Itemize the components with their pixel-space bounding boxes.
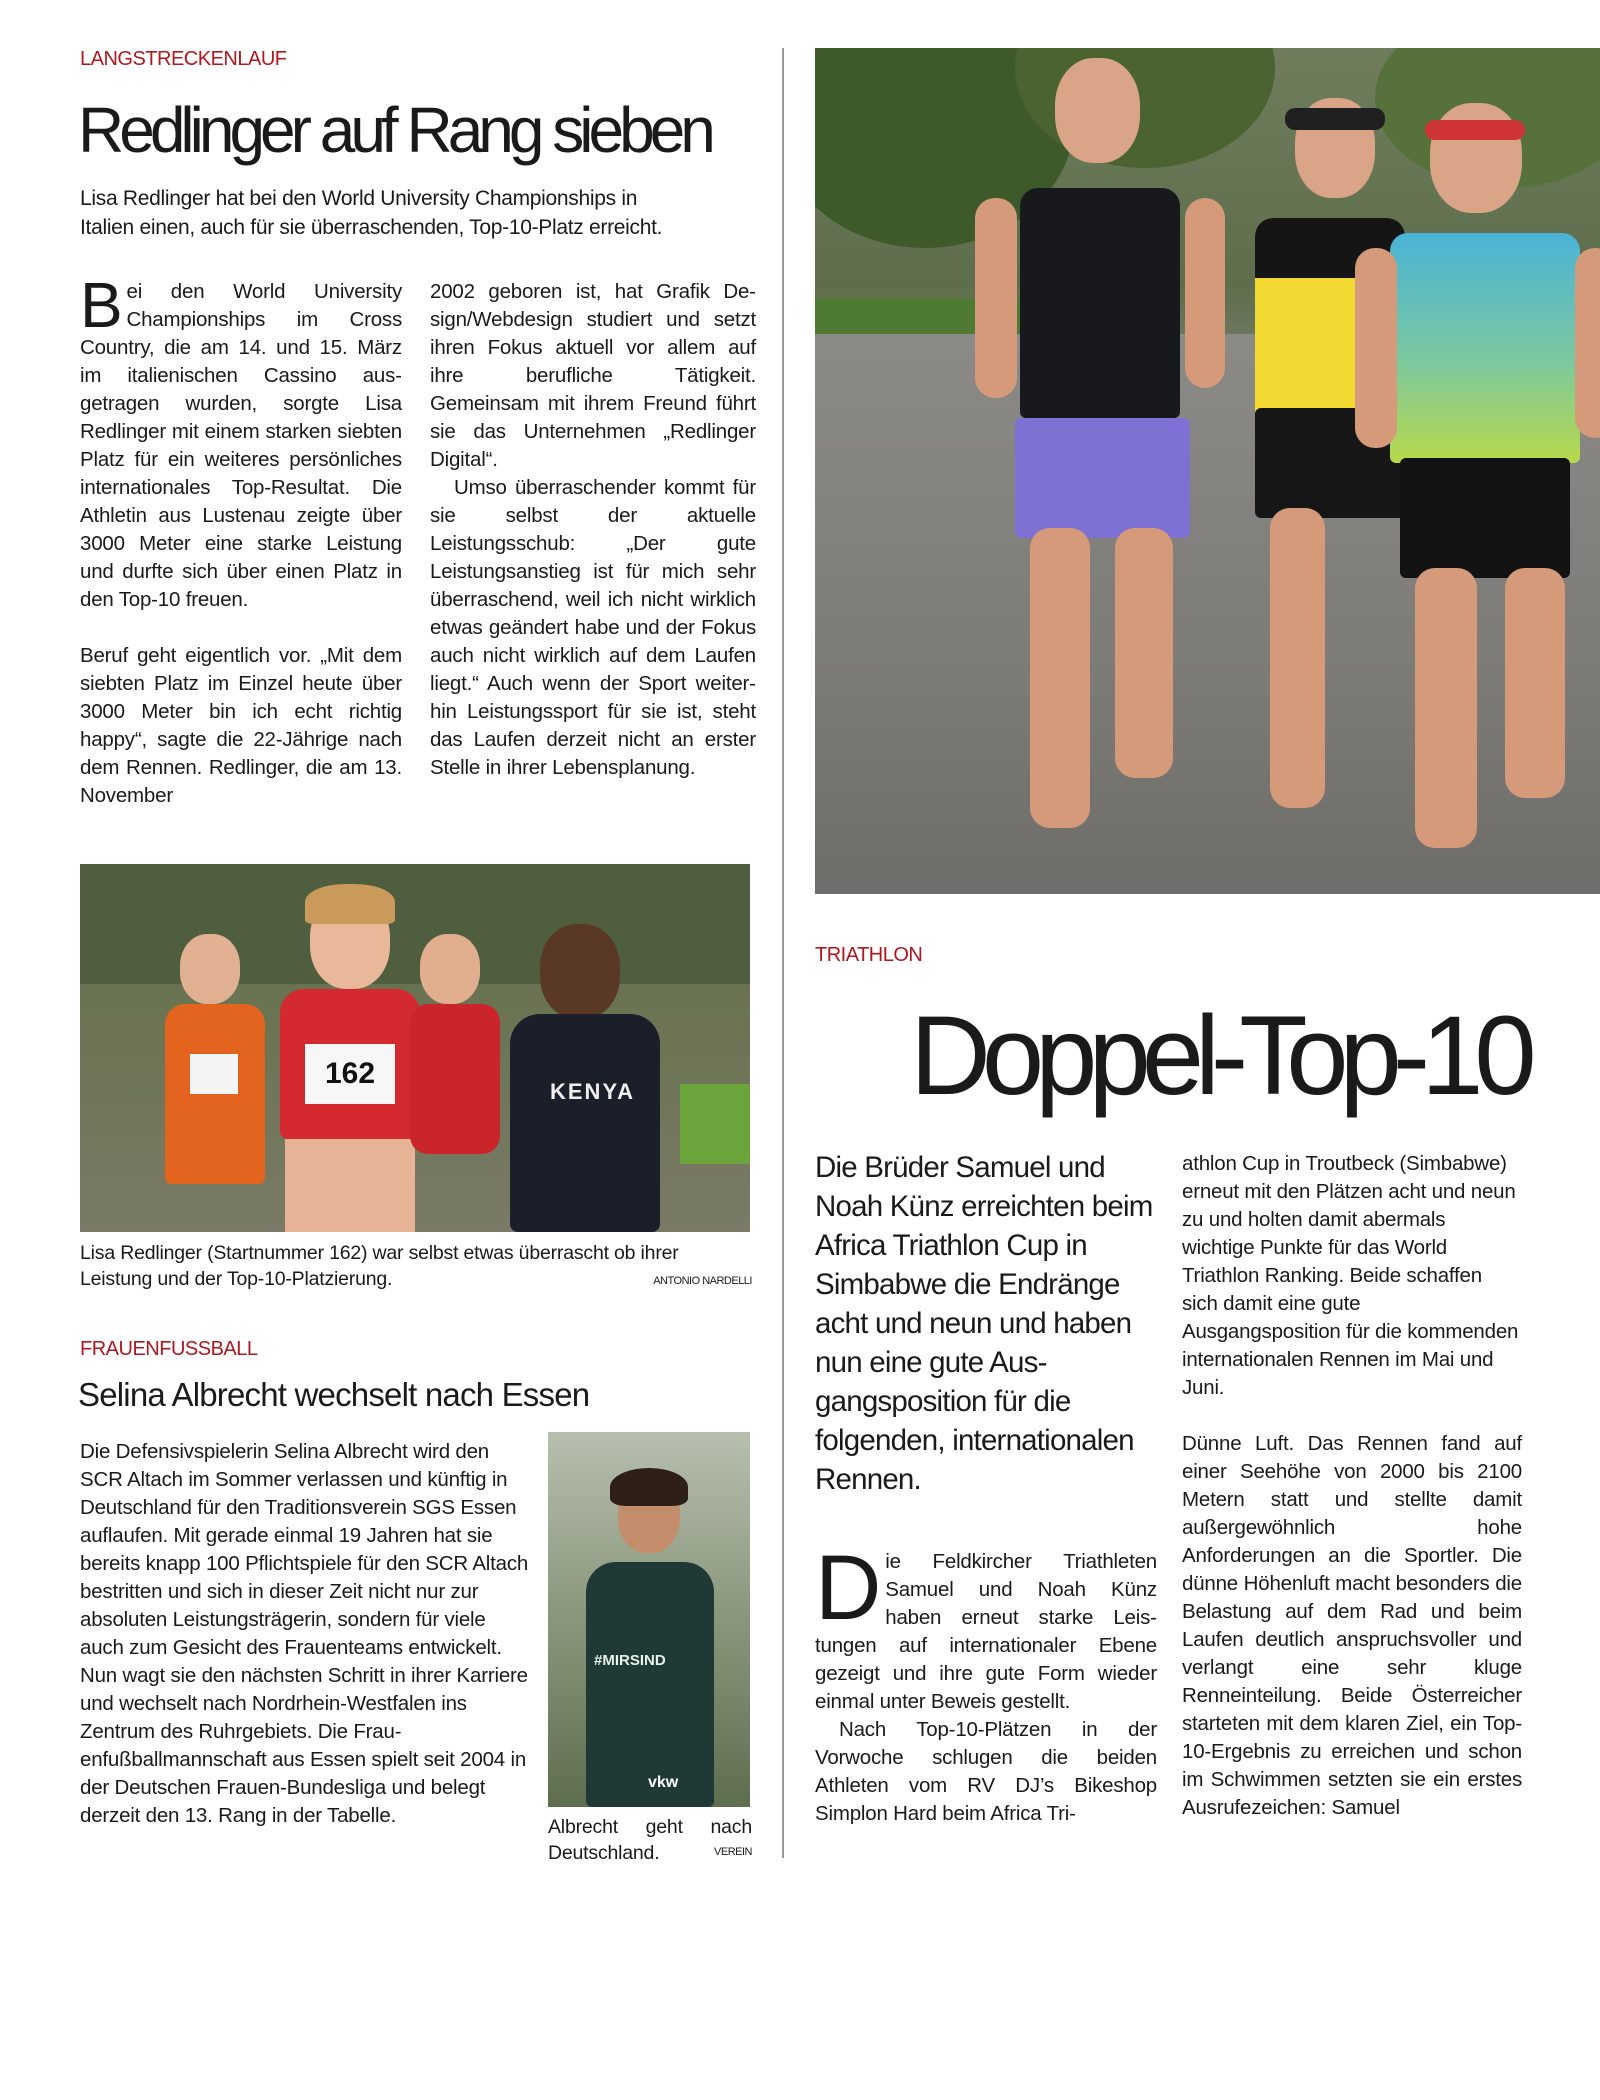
- photo-caption-redlinger: Lisa Redlinger (Startnummer 162) war selbst etwas überrascht ob ihrer Leistung und der Top-10-Platzierung.: [80, 1242, 679, 1290]
- photo-albrecht: [548, 1432, 750, 1807]
- article3-column-1: [815, 1537, 1157, 1828]
- dropcap-b: B: [80, 269, 123, 341]
- photo-kuenz-brothers: [815, 48, 1600, 894]
- article3-col2-paragraph-2: Dünne Luft. Das Rennen fand auf einer Seehöhe von 2000 bis 2100 Metern statt und stellte damit außergewöhnlich hohe Anforderungen an die Sportler. Die dünne Höhenluft macht besonders die Belastung auf dem Rad und beim Laufen deutlich anspruchsvoller und verlangt eine sehr kluge Renneinteilung. Beide Österreicher starteten mit dem klaren Ziel, ein Top-10-Ergebnis zu erreichen und schon im Schwimmen setzten sie ein erstes Ausrufezeichen: Samuel: [1182, 1432, 1522, 1819]
- lead-line-1: Lisa Redlinger hat bei den World University Championships in: [80, 187, 638, 210]
- photo-caption-albrecht: Albrecht geht nach Deutschland.: [548, 1816, 752, 1864]
- photo-redlinger-race: [80, 864, 750, 1232]
- kicker-frauenfussball: FRAUENFUSSBALL: [80, 1338, 258, 1360]
- dropcap-d: D: [815, 1537, 882, 1639]
- kenya-shirt-text: KENYA: [550, 1079, 635, 1104]
- column-divider: [782, 48, 784, 1858]
- kicker-langstreckenlauf: LANGSTRECKENLAUF: [80, 48, 287, 70]
- article1-col2-paragraph-2: Umso überraschender kommt für sie selbst der aktuelle Leistungsschub: „Der gute Leistungsanstieg ist für mich sehr überraschend, weil ich nicht wirklich etwas geändert habe und der Fokus auch nicht wirklich auf dem Laufen liegt.“ Auch wenn der Sport weiterhin Leistungssport für sie ist, steht das Laufen derzeit nicht an erster Stelle in ihrer Lebensplanung.: [430, 476, 756, 779]
- article1-col2-paragraph-1: 2002 geboren ist, hat Grafik Design/Webdesign studiert und setzt ihren Fokus aktuell vor allem auf ihre berufliche Tätigkeit. Gemeinsam mit ihrem Freund führt sie das Unternehmen „Redlinger Digital“.: [430, 280, 756, 471]
- article1-column-1: [80, 269, 402, 810]
- article1-column-2: [430, 278, 756, 782]
- lead-line-2: Italien einen, auch für sie überraschenden, Top-10-Platz erreicht.: [80, 216, 663, 239]
- jersey-sponsor: vkw: [648, 1774, 679, 1791]
- headline-albrecht: Selina Albrecht wechselt nach Essen: [78, 1376, 590, 1413]
- deck-triathlon: Die Brüder Samuel und Noah Künz erreichten beim Africa Triathlon Cup in Simbabwe die Endränge acht und neun und haben nun eine gute Ausgangsposition für die folgenden, internationalen Rennen.: [815, 1151, 1153, 1496]
- headline-doppel-top-10: Doppel-Top-10: [910, 993, 1528, 1118]
- photo-credit-albrecht: VEREIN: [714, 1846, 752, 1858]
- lead-redlinger: [80, 184, 780, 242]
- article3-column-2: [1182, 1150, 1522, 1822]
- article1-col1-paragraph-2: Beruf geht eigentlich vor. „Mit dem siebten Platz im Einzel heute über 3000 Meter bin ich echt richtig happy“, sagte die 22-Jährige nach dem Rennen. Redlinger, die am 13. November: [80, 644, 402, 807]
- photo-credit-redlinger: ANTONIO NARDELLI: [653, 1275, 752, 1287]
- bib-number: 162: [305, 1044, 395, 1104]
- jersey-text: #MIRSIND: [594, 1652, 666, 1669]
- kicker-triathlon: TRIATHLON: [815, 944, 923, 966]
- article2-body: Die Defensivspielerin Selina Albrecht wird den SCR Altach im Sommer verlassen und künftig in Deutschland für den Traditionsverein SGS Essen auflaufen. Mit gerade einmal 19 Jahren hat sie bereits knapp 100 Pflichtspiele für den SCR Altach bestritten und sich in dieser Zeit nicht nur zur absoluten Leistungsträgerin, sondern für viele auch zum Gesicht des Frauenteams entwickelt. Nun wagt sie den nächsten Schritt in ihrer Karriere und wechselt nach Nordrhein-Westfalen ins Zentrum des Ruhrgebiets. Die Frauenfußballmannschaft aus Essen spielt seit 2004 in der Deutschen Frauen-Bundesliga und belegt derzeit den 13. Rang in der Tabelle.: [80, 1440, 529, 1827]
- article3-col2-paragraph-1: athlon Cup in Troutbeck (Simbabwe) erneut mit den Plätzen acht und neun zu und holten damit abermals wichtige Punkte für das World Triathlon Ranking. Beide schaffen sich damit eine gute Ausgangsposition für die kommenden internationalen Rennen im Mai und Juni.: [1182, 1152, 1519, 1399]
- article3-col1-paragraph-1: ie Feldkircher Triathleten Samuel und Noah Künz haben erneut starke Leistungen auf internationaler Ebene gezeigt und ihre gute Form wieder einmal unter Beweis gestellt.: [815, 1550, 1157, 1713]
- article3-col1-paragraph-2: Nach Top-10-Plätzen in der Vorwoche schlugen die beiden Athleten vom RV DJ’s Bikeshop Simplon Hard beim Africa Tri-: [815, 1718, 1157, 1825]
- article1-col1-paragraph-1: ei den World University Championships im Cross Country, die am 14. und 15. März im italienischen Cassino ausgetragen wurden, sorgte Lisa Redlinger mit einem starken siebten Platz für ein weiteres persönliches internationales Top-Resultat. Die Athletin aus Lustenau zeigte über 3000 Meter eine starke Leistung und durfte sich über einen Platz in den Top-10 freuen.: [80, 280, 402, 611]
- headline-redlinger: Redlinger auf Rang sieben: [78, 94, 711, 166]
